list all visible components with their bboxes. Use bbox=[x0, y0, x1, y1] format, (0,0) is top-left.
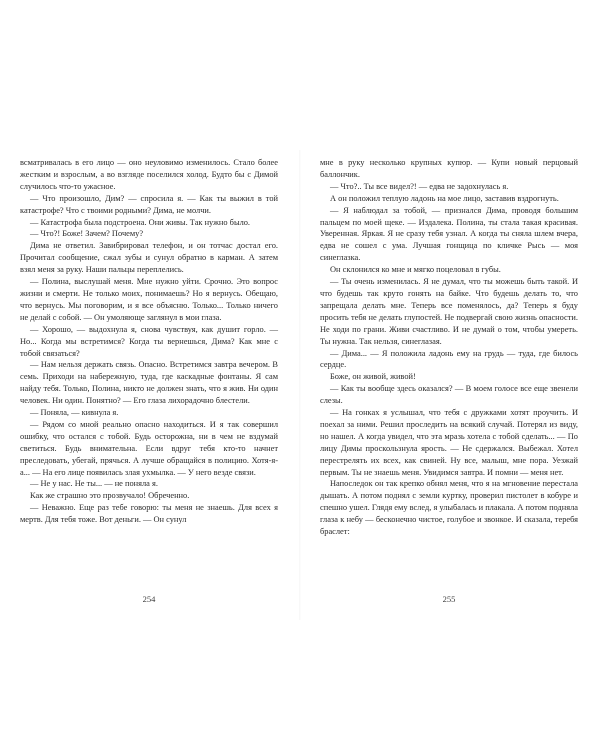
paragraph: — Дима... — Я положила ладонь ему на грудь — туда, где билось сердце. bbox=[320, 348, 578, 370]
paragraph: Дима не ответил. Завибрировал телефон, и он тотчас достал его. Прочитал сообщение, сжал зубы и сунул обратно в карман. А затем взял меня за руку. Наши пальцы переплелись. bbox=[20, 241, 278, 275]
paragraph: — Как ты вообще здесь оказался? — В моем голосе все еще звенели слезы. bbox=[320, 384, 578, 406]
paragraph: — Катастрофа была подстроена. Они живы. Так нужно было. bbox=[30, 217, 251, 227]
paragraph: — Неважно. Еще раз тебе говорю: ты меня не знаешь. Для всех я мертв. Для тебя тоже. Вот деньги. — Он сунул bbox=[20, 503, 278, 525]
paragraph: — На гонках я услышал, что тебя с дружками хотят проучить. И поехал за ними. Решил проследить на всякий случай. Потерял из виду, но нашел. А когда увидел, что эта мразь хотела с тобой сделать... — По лицу Димы проскользнула ярость. — Не сдержался. Выбежал. Хотел перестрелять их всех, как свиней. Ну все, малыш, мне пора. Уезжай первым. Ты не знаешь меня. Увидимся завтра. И помни — меня нет. bbox=[320, 408, 578, 477]
paragraph: — Рядом со мной реально опасно находиться. И я так совершил ошибку, что остался с тобой. Будь осторожна, ни в чем не вздумай светиться. Будь внимательна. Если вдруг тебя кто-то начнет преследовать, убегай, прячься. А лучше обращайся в полицию. Хотя-я-а... — На его лице появилась злая ухмылка. — У него везде связи. bbox=[20, 419, 278, 477]
paragraph: А он положил теплую ладонь на мое лицо, заставив вздрогнуть. bbox=[330, 193, 559, 203]
page-number-left: 254 bbox=[142, 594, 156, 604]
book-gutter bbox=[299, 150, 301, 620]
paragraph: — Нам нельзя держать связь. Опасно. Встретимся завтра вечером. В семь. Приходи на набережную, туда, где каскадные фонтаны. Я сам найду тебя. Только, Полина, никто не должен знать, что я жив. Ни один человек. Ни один. Понятно? — Его глаза лихорадочно блестели. bbox=[20, 360, 278, 406]
paragraph: мне в руку несколько крупных купюр. — Купи новый перцовый баллончик. bbox=[320, 158, 578, 179]
paragraph: Как же страшно это прозвучало! Обреченно. bbox=[30, 491, 190, 501]
left-page-text bbox=[20, 157, 278, 526]
paragraph: — Что?.. Ты все видел?! — едва не задохнулась я. bbox=[330, 181, 509, 191]
paragraph: — Полина, выслушай меня. Мне нужно уйти. Срочно. Это вопрос жизни и смерти. Не только моих, понимаешь? Но я вернусь. Обещаю, что вернусь. Мы поговорим, и я все объясню. Только... Только ничего не делай с собой. — Он умоляюще заглянул в мои глаза. bbox=[20, 277, 278, 322]
paragraph: — Что?! Боже! Зачем? Почему? bbox=[30, 229, 144, 239]
paragraph: Он склонился ко мне и мягко поцеловал в губы. bbox=[330, 265, 501, 275]
paragraph: Боже, он живой, живой! bbox=[330, 372, 416, 382]
paragraph: Напоследок он так крепко обнял меня, что я на мгновение перестала дышать. А потом поднял с земли куртку, проверил пистолет в кобуре и спешно ушел. Глядя ему вслед, я улыбалась и плакала. А потом подняла глаза к небу — бесконечно чистое, голубое и звонкое. И сказала, теребя браслет: bbox=[320, 479, 578, 537]
paragraph: — Что произошло, Дим? — спросила я. — Как ты выжил в той катастрофе? Что с твоими родными? Дима, не молчи. bbox=[20, 193, 278, 215]
paragraph: — Поняла, — кивнула я. bbox=[30, 408, 119, 418]
paragraph: — Я наблюдал за тобой, — признался Дима, проводя большим пальцем по моей щеке. — Издалека. Полина, ты стала такая красивая. Уверенная. Яркая. Я не сразу тебя узнал. А когда ты сняла шлем вчера, едва не сошел с ума. Лучшая гонщица по кличке Рысь — моя синеглазка. bbox=[320, 205, 578, 263]
page-number-right: 255 bbox=[442, 594, 456, 604]
paragraph: — Хорошо, — выдохнула я, снова чувствуя, как душит горло. — Но... Когда мы встретимся? Когда ты вернешься, Дима? Как мне с тобой связаться? bbox=[20, 324, 278, 358]
right-page-text bbox=[320, 157, 578, 538]
paragraph: — Не у нас. Не ты... — не поняла я. bbox=[30, 479, 158, 489]
paragraph: — Ты очень изменилась. Я не думал, что ты можешь быть такой. И что будешь так круто гонять на байке. Что будешь делать то, что запрещала делать мне. Теперь все поменялось, да? Теперь я буду просить тебя не делать глупостей. Не подвергай свою жизнь опасности. Не ходи по грани. Живи счастливо. И не думай о том, чтобы умереть. Ты нужна. Так нельзя, синеглазая. bbox=[320, 277, 578, 346]
paragraph: всматривалась в его лицо — оно неуловимо изменилось. Стало более жестким и взрослым, а во взгляде поселился холод. Будто бы с Димой случилось что-то ужасное. bbox=[20, 158, 278, 191]
